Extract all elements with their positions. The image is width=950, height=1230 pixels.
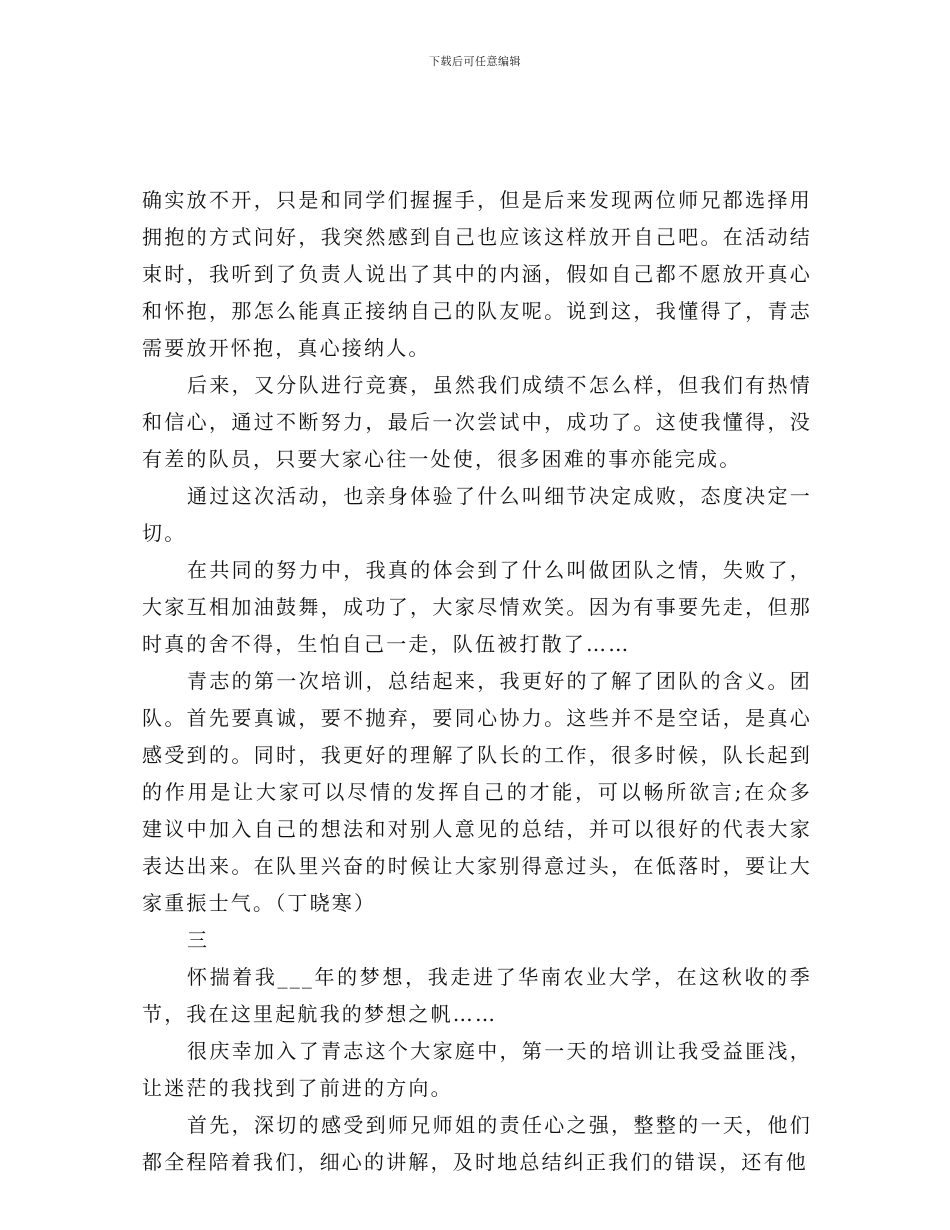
page-header: 下载后可任意编辑	[429, 55, 521, 68]
section-heading: 三	[187, 928, 210, 952]
document-body	[142, 182, 812, 1181]
paragraph-8: 首先，深切的感受到师兄师姐的责任心之强，整整的一天，他们都全程陪着我们，细心的讲解，及时地总结纠正我们的错误，还有他	[142, 1113, 812, 1174]
paragraph-2: 后来，又分队进行竞赛，虽然我们成绩不怎么样，但我们有热情和信心，通过不断努力，最后一次尝试中，成功了。这使我懂得，没有差的队员，只要大家心往一处使，很多困难的事亦能完成。	[142, 373, 812, 471]
paragraph-7: 很庆幸加入了青志这个大家庭中，第一天的培训让我受益匪浅，让迷茫的我找到了前进的方向。	[142, 1039, 812, 1100]
paragraph-5: 青志的第一次培训，总结起来，我更好的了解了团队的含义。团队。首先要真诚，要不抛弃，要同心协力。这些并不是空话，是真心感受到的。同时，我更好的理解了队长的工作，很多时候，队长起到的作用是让大家可以尽情的发挥自己的才能，可以畅所欲言;在众多建议中加入自己的想法和对别人意见的总结，并可以很好的代表大家表达出来。在队里兴奋的时候让大家别得意过头，在低落时，要让大家重振士气。（丁晓寒）	[142, 669, 812, 915]
paragraph-1: 确实放不开，只是和同学们握握手，但是后来发现两位师兄都选择用拥抱的方式问好，我突然感到自己也应该这样放开自己吧。在活动结束时，我听到了负责人说出了其中的内涵，假如自己都不愿放开真心和怀抱，那怎么能真正接纳自己的队友呢。说到这，我懂得了，青志需要放开怀抱，真心接纳人。	[142, 188, 812, 360]
paragraph-4: 在共同的努力中，我真的体会到了什么叫做团队之情，失败了，大家互相加油鼓舞，成功了，大家尽情欢笑。因为有事要先走，但那时真的舍不得，生怕自己一走，队伍被打散了……	[142, 558, 812, 656]
paragraph-3: 通过这次活动，也亲身体验了什么叫细节决定成败，态度决定一切。	[142, 484, 812, 545]
paragraph-6: 怀揣着我___年的梦想，我走进了华南农业大学，在这秋收的季节，我在这里起航我的梦想之帆……	[142, 965, 812, 1026]
